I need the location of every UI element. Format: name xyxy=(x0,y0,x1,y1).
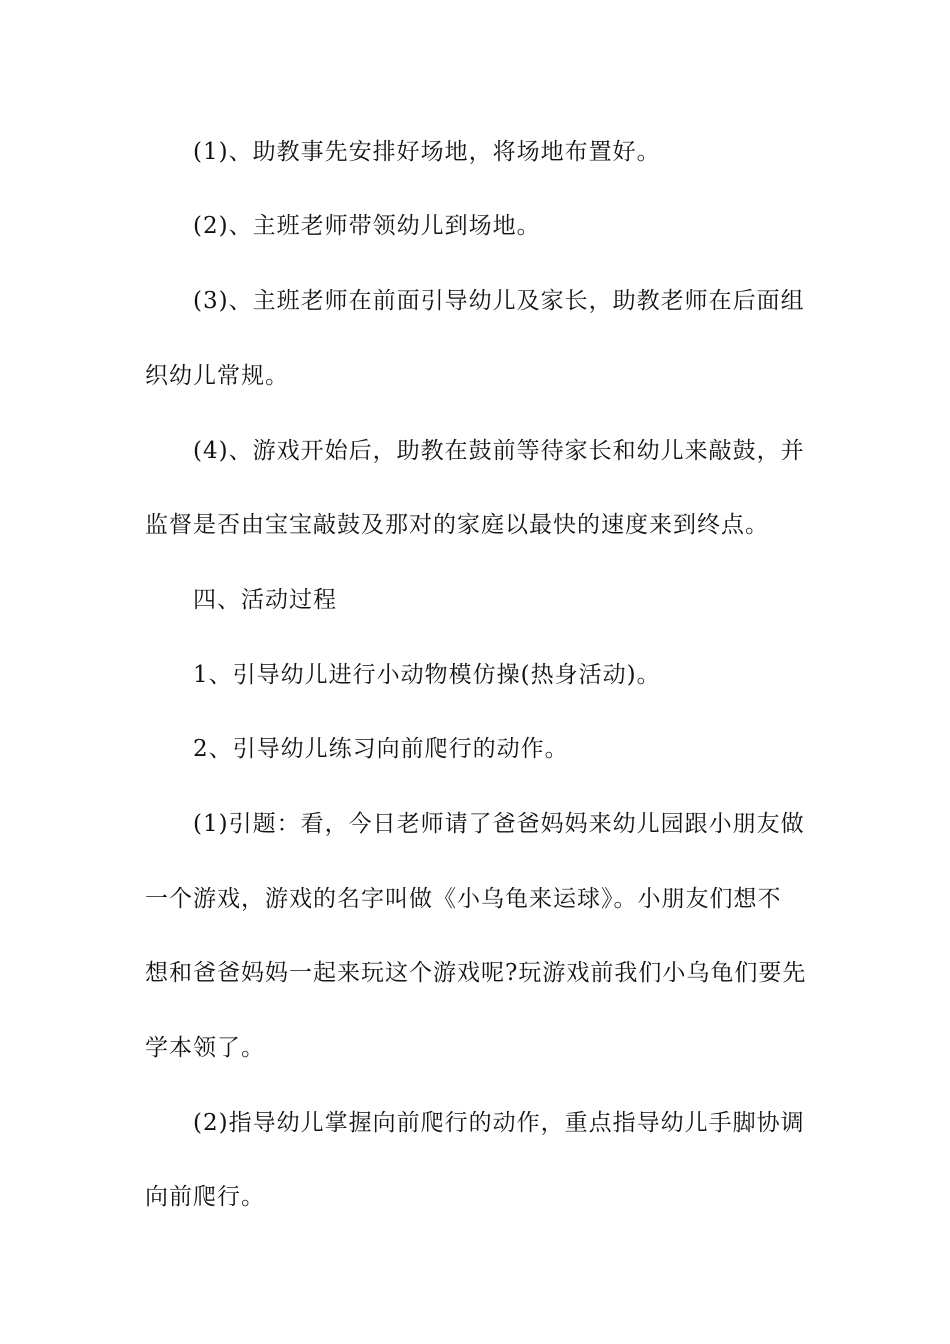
paragraph-line: 想和爸爸妈妈一起来玩这个游戏呢?玩游戏前我们小乌龟们要先 xyxy=(145,960,807,986)
paragraph-line: 学本领了。 xyxy=(145,1035,265,1061)
paragraph-line: 一个游戏，游戏的名字叫做《小乌龟来运球》。小朋友们想不 xyxy=(145,886,782,912)
paragraph-line: (2)、主班老师带领幼儿到场地。 xyxy=(193,213,541,239)
paragraph-line: 1、引导幼儿进行小动物模仿操(热身活动)。 xyxy=(193,662,661,688)
paragraph-line: (4)、游戏开始后，助教在鼓前等待家长和幼儿来敲鼓，并 xyxy=(193,438,805,464)
paragraph-line: (2)指导幼儿掌握向前爬行的动作，重点指导幼儿手脚协调 xyxy=(193,1110,805,1136)
paragraph-line: (1)引题：看，今日老师请了爸爸妈妈来幼儿园跟小朋友做 xyxy=(193,811,805,837)
paragraph-line: (1)、助教事先安排好场地，将场地布置好。 xyxy=(193,139,661,165)
paragraph-line: 向前爬行。 xyxy=(145,1184,265,1210)
paragraph-line: 监督是否由宝宝敲鼓及那对的家庭以最快的速度来到终点。 xyxy=(145,512,769,538)
paragraph-line: (3)、主班老师在前面引导幼儿及家长，助教老师在后面组 xyxy=(193,288,805,314)
section-heading: 四、活动过程 xyxy=(193,587,337,613)
paragraph-line: 织幼儿常规。 xyxy=(145,363,289,389)
paragraph-line: 2、引导幼儿练习向前爬行的动作。 xyxy=(193,736,569,762)
